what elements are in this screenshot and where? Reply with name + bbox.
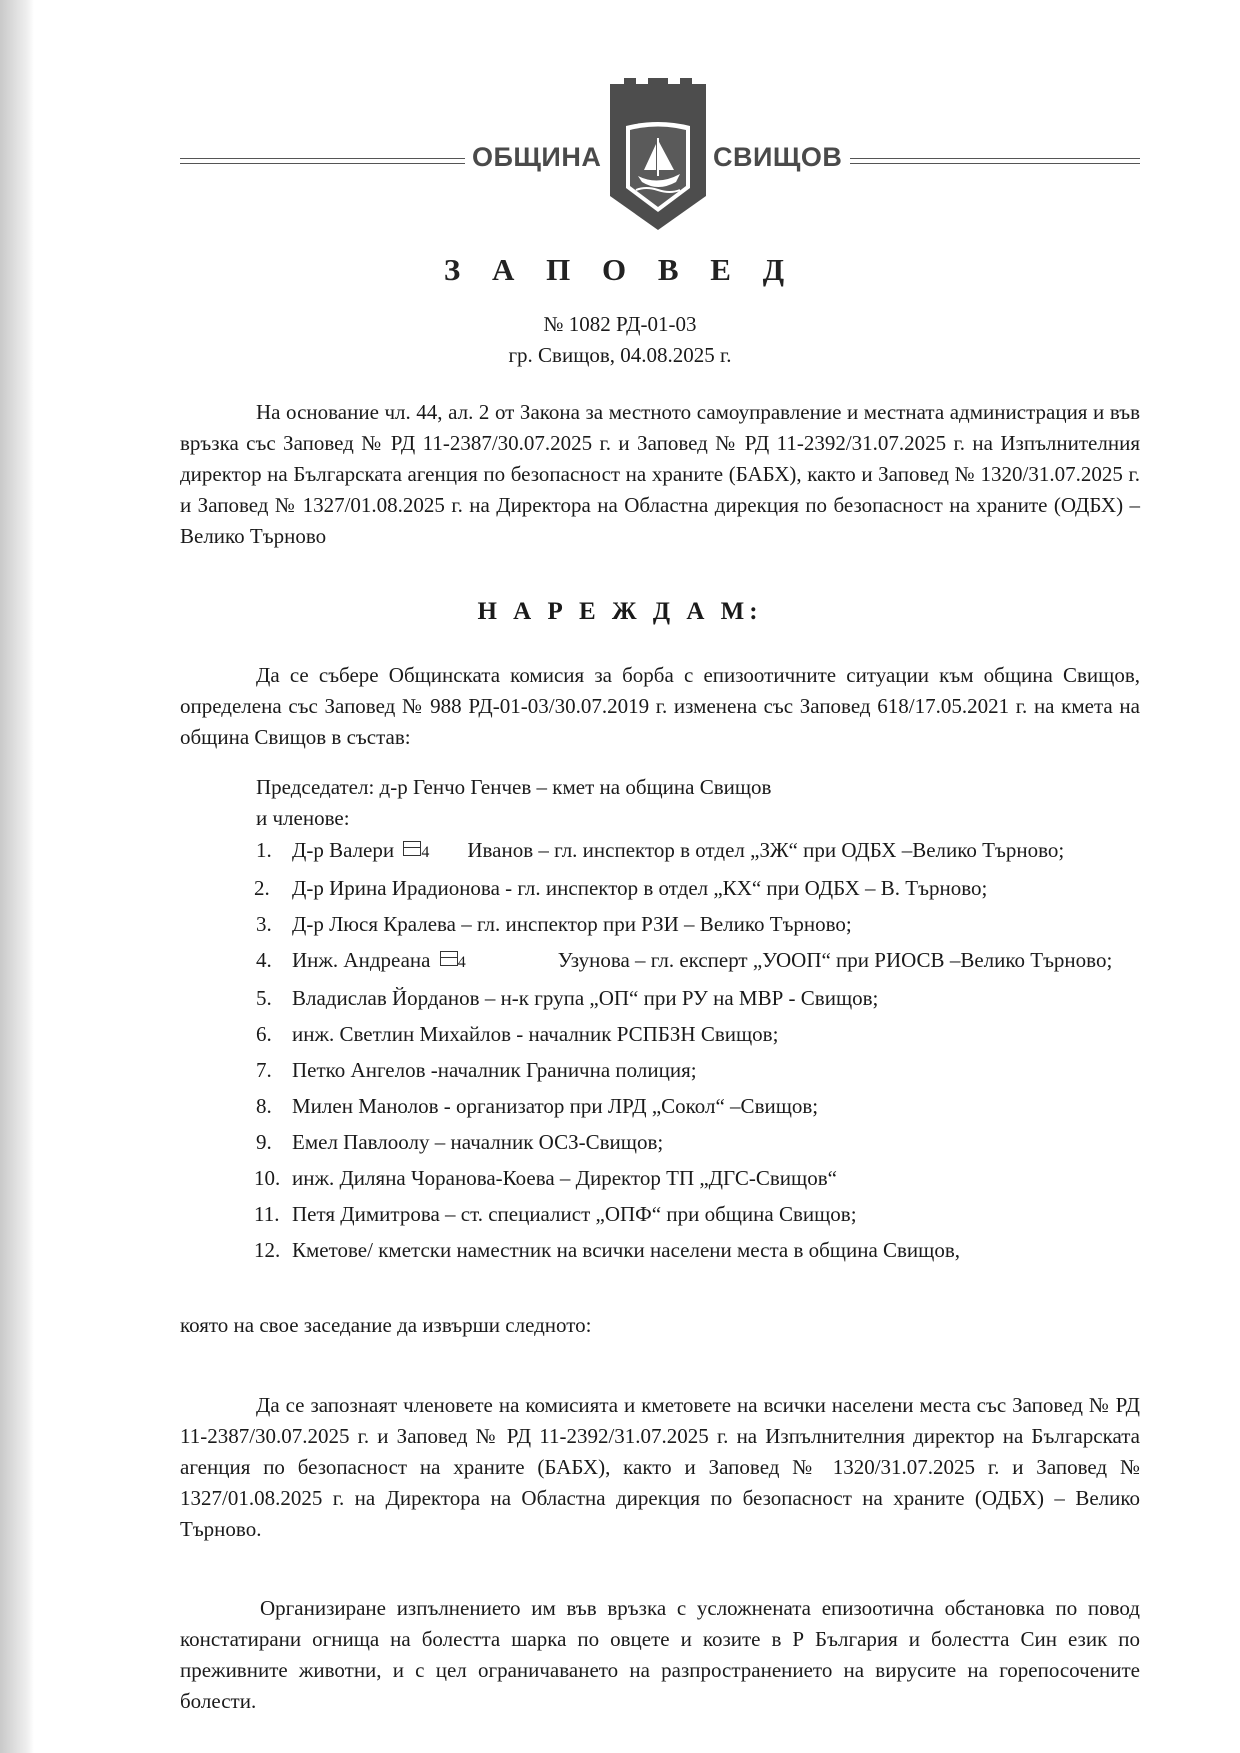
list-item: [256, 1163, 1140, 1194]
member-text: Кметове/ кметски наместник на всички населени места в община Свищов,: [292, 1238, 961, 1262]
member-text: Петко Ангелов -началник Гранична полиция;: [292, 1058, 697, 1082]
list-item-number: 2.: [254, 876, 270, 900]
letterhead-rule-left-top: [180, 158, 465, 159]
letterhead-rule-right-top: [850, 158, 1140, 159]
list-item: [256, 1199, 1140, 1230]
list-item-number: 3.: [256, 912, 272, 936]
list-item-number: 12.: [254, 1238, 281, 1262]
redaction-mark: 4: [457, 954, 466, 971]
legal-basis-text: На основание чл. 44, ал. 2 от Закона за местното самоуправление и местната администрация и във връзка със Заповед № РД 11-2387/30.07.2025 г. и Заповед № РД 11-2392/31.07.2025 г. на Изпълнителния директор на Българската агенция по безопасност на храните (БАБХ), както и Заповед № 1320/31.07.2025 г. и Заповед № 1327/01.08.2025 г. на Директора на Областна дирекция по безопасност на храните (ОДБХ) – Велико Търново: [180, 400, 1140, 548]
task-paragraph-2: [180, 1593, 1140, 1717]
list-item-number: 4.: [256, 948, 272, 972]
list-item: [256, 1055, 1140, 1086]
list-item-number: 11.: [254, 1202, 280, 1226]
document-number: № 1082 РД-01-03: [543, 312, 697, 336]
member-text: Емел Павлоолу – началник ОСЗ-Свищов;: [292, 1130, 664, 1154]
list-item: [256, 873, 1140, 904]
member-text: Д-р Ирина Ирадионова - гл. инспектор в отдел „КХ“ при ОДБХ – В. Търново;: [292, 876, 988, 900]
letterhead-municipality-word: ОБЩИНА: [472, 142, 602, 172]
castle-crest-with-ship-icon: [608, 78, 708, 230]
redaction-box-icon: [440, 951, 458, 966]
list-item-number: 9.: [256, 1130, 272, 1154]
task-paragraph-1: [180, 1390, 1140, 1545]
member-text: инж. Светлин Михайлов - началник РСПБЗН Свищов;: [292, 1022, 779, 1046]
document-title: З А П О В Е Д: [443, 252, 797, 287]
member-text: Петя Димитрова – ст. специалист „ОПФ“ при община Свищов;: [292, 1202, 857, 1226]
list-item: [256, 983, 1140, 1014]
list-item-number: 1.: [256, 838, 272, 862]
redaction-box-icon: [403, 841, 421, 856]
list-item: [256, 1235, 1140, 1266]
list-item: [256, 945, 1140, 978]
letterhead-rule-left-bottom: [180, 163, 465, 164]
list-item: [256, 909, 1140, 940]
member-text: инж. Диляна Чоранова-Коева – Директор ТП „ДГС-Свищов“: [292, 1166, 837, 1190]
list-item-number: 7.: [256, 1058, 272, 1082]
document-place-date: гр. Свищов, 04.08.2025 г.: [508, 343, 732, 367]
member-text: Владислав Йорданов – н-к група „ОП“ при РУ на МВР - Свищов;: [292, 986, 879, 1010]
convene-paragraph: [180, 660, 1140, 753]
list-item: [256, 1091, 1140, 1122]
order-heading: Н А Р Е Ж Д А М:: [477, 598, 763, 625]
member-text: Милен Манолов - организатор при ЛРД „Сокол“ –Свищов;: [292, 1094, 819, 1118]
member-name-first: Д-р Валери: [292, 838, 400, 862]
convene-text: Да се събере Общинската комисия за борба с епизоотичните ситуации към община Свищов, определена със Заповед № 988 РД-01-03/30.07.2019 г. изменена със Заповед 618/17.05.2021 г. на кмета на община Свищов в състав:: [180, 663, 1140, 749]
task-intro: която на свое заседание да извърши следното:: [180, 1313, 592, 1337]
legal-basis-paragraph: [180, 397, 1140, 552]
member-details: Узунова – гл. експерт „УООП“ при РИОСВ –Велико Търново;: [557, 948, 1113, 972]
committee-members-label: и членове:: [256, 806, 350, 830]
letterhead-rule-right-bottom: [850, 163, 1140, 164]
letterhead: [180, 78, 1140, 238]
task-1-text: Да се запознаят членовете на комисията и кметовете на всички населени места със Заповед № РД 11-2387/30.07.2025 г. и Заповед № РД 11-2392/31.07.2025 г. на Изпълнителния директор на Българската агенция по безопасност на храните (БАБХ), както и Заповед № 1320/31.07.2025 г. и Заповед № 1327/01.08.2025 г. на Директора на Областна дирекция по безопасност на храните (ОДБХ) – Велико Търново.: [180, 1393, 1140, 1541]
list-item-number: 5.: [256, 986, 272, 1010]
letterhead-town-word: СВИЩОВ: [713, 142, 843, 172]
member-text: Д-р Люся Кралева – гл. инспектор при РЗИ – Велико Търново;: [292, 912, 852, 936]
committee-members-list: [256, 835, 1140, 1271]
member-details: Иванов – гл. инспектор в отдел „ЗЖ“ при ОДБХ –Велико Търново;: [467, 838, 1065, 862]
list-item-number: 6.: [256, 1022, 272, 1046]
member-name-first: Инж. Андреана: [292, 948, 436, 972]
committee-chair: Председател: д-р Генчо Генчев – кмет на община Свищов: [256, 775, 772, 799]
list-item: [256, 835, 1140, 868]
task-2-text: Организиране изпълнението им във връзка с усложнената епизоотична обстановка по повод констатирани огнища на болестта шарка по овцете и козите в Р България и болестта Син език по преживните животни, и с цел ограничаването на разпространението на вирусите на горепосочените болести.: [180, 1596, 1140, 1713]
redaction-mark: 4: [421, 844, 430, 861]
list-item: [256, 1019, 1140, 1050]
list-item-number: 8.: [256, 1094, 272, 1118]
list-item: [256, 1127, 1140, 1158]
list-item-number: 10.: [254, 1166, 281, 1190]
